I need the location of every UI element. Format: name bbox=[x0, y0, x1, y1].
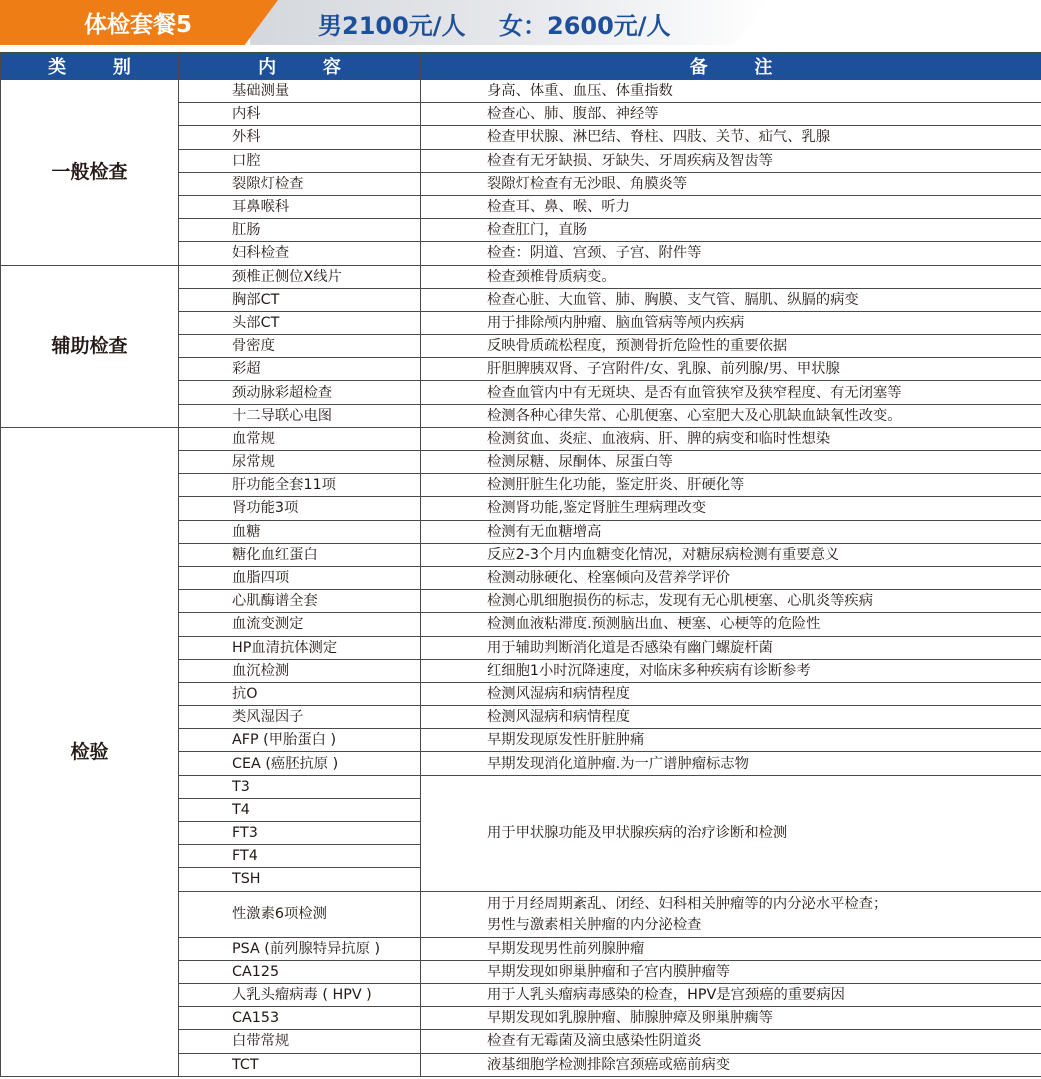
item-cell: 血脂四项 bbox=[179, 566, 421, 589]
item-cell: 胸部CT bbox=[179, 288, 421, 311]
note-cell: 用于人乳头瘤病毒感染的检查，HPV是宫颈癌的重要病因 bbox=[421, 983, 1041, 1006]
note-cell: 反映骨质疏松程度，预测骨折危险性的重要依据 bbox=[421, 335, 1041, 358]
item-cell: 心肌酶谱全套 bbox=[179, 590, 421, 613]
note-cell: 检测心肌细胞损伤的标志，发现有无心肌梗塞、心肌炎等疾病 bbox=[421, 590, 1041, 613]
item-cell: 妇科检查 bbox=[179, 242, 421, 265]
item-cell: 骨密度 bbox=[179, 335, 421, 358]
item-cell: 肝功能全套11项 bbox=[179, 474, 421, 497]
note-cell: 用于排除颅内肿瘤、脑血管病等颅内疾病 bbox=[421, 311, 1041, 334]
checkup-table bbox=[0, 52, 1041, 1077]
note-cell: 检测风湿病和病情程度 bbox=[421, 706, 1041, 729]
item-cell: 彩超 bbox=[179, 358, 421, 381]
note-cell: 反应2-3个月内血糖变化情况，对糖尿病检测有重要意义 bbox=[421, 543, 1041, 566]
column-header-note: 备 注 bbox=[421, 53, 1041, 80]
item-cell: AFP (甲胎蛋白 ) bbox=[179, 729, 421, 752]
item-cell: TCT bbox=[179, 1053, 421, 1076]
item-cell: 类风湿因子 bbox=[179, 706, 421, 729]
item-cell: 血沉检测 bbox=[179, 659, 421, 682]
note-cell: 早期发现男性前列腺肿瘤 bbox=[421, 937, 1041, 960]
item-cell: 裂隙灯检查 bbox=[179, 172, 421, 195]
note-cell: 检查心脏、大血管、肺、胸膜、支气管、膈肌、纵膈的病变 bbox=[421, 288, 1041, 311]
item-cell: PSA (前列腺特异抗原 ) bbox=[179, 937, 421, 960]
note-cell: 早期发现消化道肿瘤.为一广谱肿瘤标志物 bbox=[421, 752, 1041, 775]
item-cell: HP血清抗体测定 bbox=[179, 636, 421, 659]
note-cell: 检测风湿病和病情程度 bbox=[421, 682, 1041, 705]
note-cell: 早期发现如卵巢肿瘤和子宫内膜肿瘤等 bbox=[421, 960, 1041, 983]
note-cell: 检测血液粘滞度.预测脑出血、梗塞、心梗等的危险性 bbox=[421, 613, 1041, 636]
note-line: 男性与激素相关肿瘤的内分泌检查 bbox=[487, 916, 702, 933]
note-cell: 检查耳、鼻、喉、听力 bbox=[421, 195, 1041, 218]
item-cell: 白带常规 bbox=[179, 1030, 421, 1053]
item-cell: CA153 bbox=[179, 1007, 421, 1030]
price-female: 女：2600元/人 bbox=[499, 12, 671, 40]
note-cell: 检测贫血、炎症、血液病、肝、脾的病变和临时性想染 bbox=[421, 427, 1041, 450]
note-cell: 检查：阴道、宫颈、子宫、附件等 bbox=[421, 242, 1041, 265]
note-cell: 检查有无牙缺损、牙缺失、牙周疾病及智齿等 bbox=[421, 149, 1041, 172]
item-cell: CA125 bbox=[179, 960, 421, 983]
item-cell: T3 bbox=[179, 775, 421, 798]
note-cell: 检查颈椎骨质病变。 bbox=[421, 265, 1041, 288]
table-row bbox=[1, 265, 1041, 288]
table-body bbox=[1, 80, 1041, 1077]
item-cell: 颈动脉彩超检查 bbox=[179, 381, 421, 404]
note-cell: 检测尿糖、尿酮体、尿蛋白等 bbox=[421, 451, 1041, 474]
item-cell: 十二导联心电图 bbox=[179, 404, 421, 427]
item-cell: 性激素6项检测 bbox=[179, 891, 421, 937]
item-cell: 血糖 bbox=[179, 520, 421, 543]
item-cell: CEA (癌胚抗原 ) bbox=[179, 752, 421, 775]
note-cell: 用于辅助判断消化道是否感染有幽门螺旋杆菌 bbox=[421, 636, 1041, 659]
item-cell: 肾功能3项 bbox=[179, 497, 421, 520]
note-cell: 早期发现原发性肝脏肿痛 bbox=[421, 729, 1041, 752]
thyroid-note-cell: 用于甲状腺功能及甲状腺疾病的治疗诊断和检测 bbox=[421, 775, 1041, 891]
item-cell: FT4 bbox=[179, 845, 421, 868]
note-cell: 检测各种心律失常、心肌便塞、心室肥大及心肌缺血缺氧性改变。 bbox=[421, 404, 1041, 427]
item-cell: 头部CT bbox=[179, 311, 421, 334]
item-cell: TSH bbox=[179, 868, 421, 891]
item-cell: 糖化血红蛋白 bbox=[179, 543, 421, 566]
item-cell: 耳鼻喉科 bbox=[179, 195, 421, 218]
note-cell: 检查甲状腺、淋巴结、脊柱、四肢、关节、疝气、乳腺 bbox=[421, 126, 1041, 149]
item-cell: 肛肠 bbox=[179, 219, 421, 242]
note-cell: 检测动脉硬化、栓塞倾向及营养学评价 bbox=[421, 566, 1041, 589]
item-cell: 外科 bbox=[179, 126, 421, 149]
table-row bbox=[1, 427, 1041, 450]
page-header bbox=[0, 0, 1041, 45]
column-header-category: 类 别 bbox=[1, 53, 179, 80]
item-cell: T4 bbox=[179, 798, 421, 821]
price-male: 男2100元/人 bbox=[318, 12, 466, 40]
item-cell: 尿常规 bbox=[179, 451, 421, 474]
table-header-row bbox=[1, 53, 1041, 80]
note-cell: 早期发现如乳腺肿瘤、肺腺肿瘴及卵巢肿瘸等 bbox=[421, 1007, 1041, 1030]
package-title: 体检套餐5 bbox=[84, 12, 193, 38]
note-cell: 检查心、肺、腹部、神经等 bbox=[421, 103, 1041, 126]
item-cell: 颈椎正侧位X线片 bbox=[179, 265, 421, 288]
table-row bbox=[1, 80, 1041, 103]
note-cell: 检查有无霉菌及滴虫感染性阴道炎 bbox=[421, 1030, 1041, 1053]
item-cell: 口腔 bbox=[179, 149, 421, 172]
note-cell: 液基细胞学检测排除宫颈癌或癌前病变 bbox=[421, 1053, 1041, 1076]
item-cell: FT3 bbox=[179, 822, 421, 845]
note-cell: 检查血管内中有无斑块、是否有血管狭窄及狭窄程度、有无闭塞等 bbox=[421, 381, 1041, 404]
hormone-note-cell bbox=[421, 891, 1041, 937]
item-cell: 血流变测定 bbox=[179, 613, 421, 636]
item-cell: 人乳头瘤病毒 ( HPV ) bbox=[179, 983, 421, 1006]
note-cell: 裂隙灯检查有无沙眼、角膜炎等 bbox=[421, 172, 1041, 195]
note-line: 用于月经周期紊乱、闭经、妇科相关肿瘤等的内分泌水平检查； bbox=[487, 895, 888, 912]
category-cell: 检验 bbox=[1, 427, 179, 1076]
note-cell: 检测肝脏生化功能，鉴定肝炎、肝硬化等 bbox=[421, 474, 1041, 497]
checkup-table-container bbox=[0, 52, 1041, 1079]
note-cell: 检查肛门，直肠 bbox=[421, 219, 1041, 242]
note-cell: 身高、体重、血压、体重指数 bbox=[421, 80, 1041, 103]
category-cell: 一般检查 bbox=[1, 80, 179, 266]
note-cell: 检测肾功能,鉴定肾脏生理病理改变 bbox=[421, 497, 1041, 520]
item-cell: 抗O bbox=[179, 682, 421, 705]
note-cell: 检测有无血糖增高 bbox=[421, 520, 1041, 543]
column-header-content: 内 容 bbox=[179, 53, 421, 80]
category-cell: 辅助检查 bbox=[1, 265, 179, 427]
note-cell: 红细胞1小时沉降速度，对临床多种疾病有诊断参考 bbox=[421, 659, 1041, 682]
item-cell: 基础测量 bbox=[179, 80, 421, 103]
note-cell: 肝胆脾胰双肾、子宫附件/女、乳腺、前列腺/男、甲状腺 bbox=[421, 358, 1041, 381]
item-cell: 血常规 bbox=[179, 427, 421, 450]
item-cell: 内科 bbox=[179, 103, 421, 126]
